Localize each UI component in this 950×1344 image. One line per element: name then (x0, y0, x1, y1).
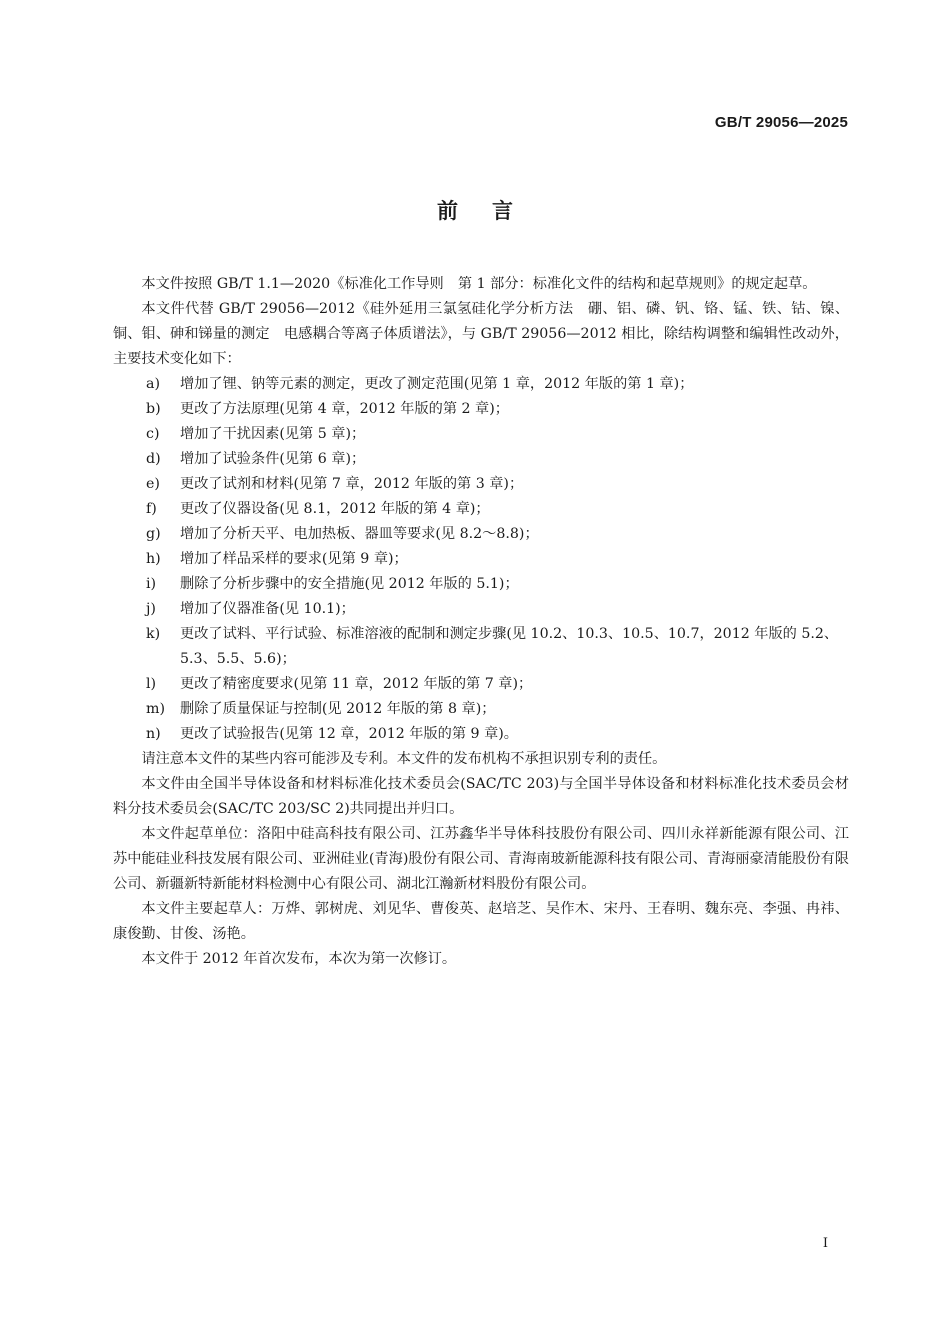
change-item-text: 更改了方法原理(见第 4 章，2012 年版的第 2 章)； (180, 401, 509, 417)
change-item (113, 422, 849, 447)
change-item-label: c) (146, 426, 160, 442)
change-item-text: 增加了锂、钠等元素的测定，更改了测定范围(见第 1 章，2012 年版的第 1 章)； (180, 376, 694, 392)
change-item-text: 更改了仪器设备(见 8.1，2012 年版的第 4 章)； (180, 501, 490, 517)
change-item (113, 572, 849, 597)
change-item-text: 更改了精密度要求(见第 11 章，2012 年版的第 7 章)； (180, 676, 533, 692)
paragraph-patent-notice: 请注意本文件的某些内容可能涉及专利。本文件的发布机构不承担识别专利的责任。 (141, 751, 667, 767)
change-item-text: 增加了仪器准备(见 10.1)； (180, 601, 355, 617)
change-item-text: 删除了分析步骤中的安全措施(见 2012 年版的 5.1)； (180, 576, 519, 592)
change-item-text: 更改了试验报告(见第 12 章，2012 年版的第 9 章)。 (180, 726, 518, 742)
change-item-label: g) (146, 526, 161, 542)
change-item (113, 697, 849, 722)
change-item-text: 更改了试剂和材料(见第 7 章，2012 年版的第 3 章)； (180, 476, 524, 492)
foreword-body (113, 272, 849, 972)
change-item (113, 372, 849, 397)
change-item-label: h) (146, 551, 161, 567)
change-item-label: b) (146, 401, 161, 417)
page-number: I (822, 1236, 828, 1251)
change-item-text: 增加了分析天平、电加热板、器皿等要求(见 8.2～8.8)； (180, 526, 539, 542)
paragraph-drafters: 本文件主要起草人：万烨、郭树虎、刘见华、曹俊英、赵培芝、吴作木、宋丹、王春明、魏东亮、李强、冉祎、康俊勤、甘俊、汤艳。 (113, 901, 849, 942)
change-item-label: e) (146, 476, 160, 492)
change-item-label: a) (146, 376, 160, 392)
change-item-text: 更改了试料、平行试验、标准溶液的配制和测定步骤(见 10.2、10.3、10.5、10.7，2012 年版的 5.2、5.3、5.5、5.6)； (180, 626, 839, 667)
change-item-label: i) (146, 576, 157, 592)
paragraph-replaces: 本文件代替 GB/T 29056—2012《硅外延用三氯氢硅化学分析方法 硼、铝、磷、钒、铬、锰、铁、钴、镍、铜、钼、砷和锑量的测定 电感耦合等离子体质谱法》，与 GB/T 29056—2012 相比，除结构调整和编辑性改动外，主要技术变化如下： (113, 301, 849, 367)
change-item (113, 672, 849, 697)
change-item-text: 增加了试验条件(见第 6 章)； (180, 451, 366, 467)
change-item (113, 547, 849, 572)
change-item (113, 522, 849, 547)
document-code: GB/T 29056—2025 (714, 114, 848, 131)
change-item (113, 497, 849, 522)
change-item-label: n) (146, 726, 161, 742)
page-title: 前言 (437, 199, 547, 223)
change-item-label: d) (146, 451, 161, 467)
paragraph-drafting-rules: 本文件按照 GB/T 1.1—2020《标准化工作导则 第 1 部分：标准化文件的结构和起草规则》的规定起草。 (141, 276, 817, 292)
change-item-label: k) (146, 626, 161, 642)
paragraph-drafting-units: 本文件起草单位：洛阳中硅高科技有限公司、江苏鑫华半导体科技股份有限公司、四川永祥新能源有限公司、江苏中能硅业科技发展有限公司、亚洲硅业(青海)股份有限公司、青海南玻新能源科技有限公司、青海丽豪清能股份有限公司、新疆新特新能材料检测中心有限公司、湖北江瀚新材料股份有限公司。 (113, 826, 849, 892)
change-item-label: m) (146, 701, 165, 717)
change-item-label: l) (146, 676, 157, 692)
change-item (113, 472, 849, 497)
change-item-text: 增加了干扰因素(见第 5 章)； (180, 426, 366, 442)
change-item-text: 删除了质量保证与控制(见 2012 年版的第 8 章)； (180, 701, 496, 717)
change-item (113, 447, 849, 472)
change-item (113, 722, 849, 747)
change-item-label: j) (146, 601, 156, 617)
change-item (113, 622, 849, 672)
change-item (113, 397, 849, 422)
paragraph-proposer: 本文件由全国半导体设备和材料标准化技术委员会(SAC/TC 203)与全国半导体设备和材料标准化技术委员会材料分技术委员会(SAC/TC 203/SC 2)共同提出并归口。 (113, 776, 849, 817)
change-item-label: f) (146, 501, 157, 517)
change-item-text: 增加了样品采样的要求(见第 9 章)； (180, 551, 408, 567)
change-item (113, 597, 849, 622)
paragraph-publication-history: 本文件于 2012 年首次发布，本次为第一次修订。 (141, 951, 457, 967)
